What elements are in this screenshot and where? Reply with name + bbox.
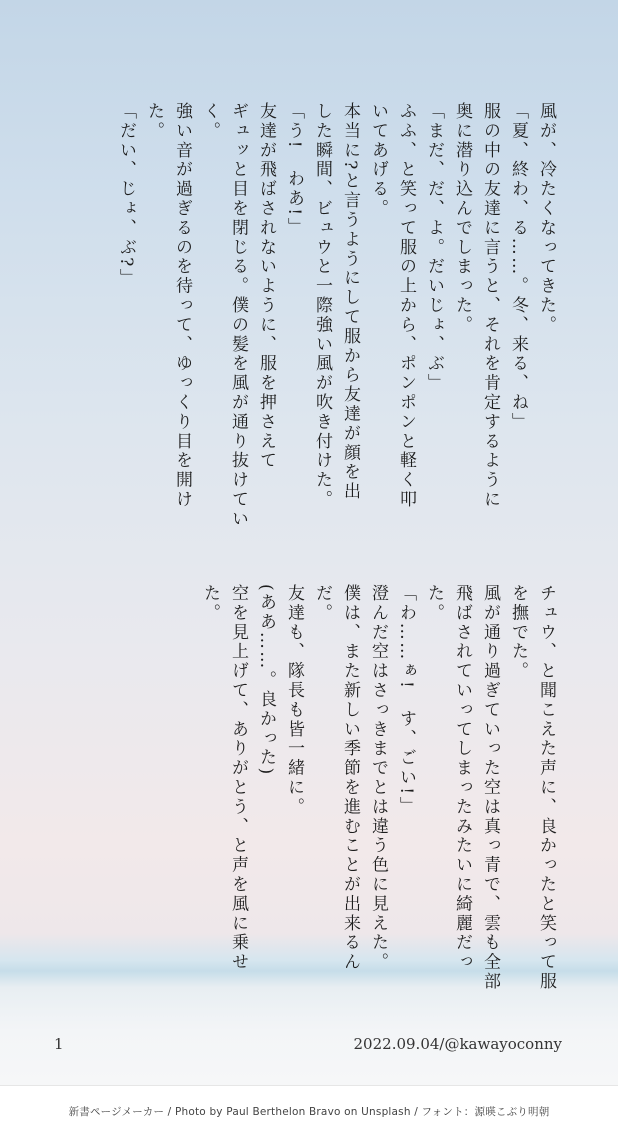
- page-number: 1: [54, 1035, 64, 1053]
- footer-credit: 新書ページメーカー / Photo by Paul Berthelon Bravo on Unsplash / フォント：源暎こぶり明朝: [68, 1106, 550, 1118]
- date-author-credit: 2022.09.04/@kawayoconny: [353, 1035, 562, 1053]
- footer-bar: [0, 1085, 618, 1133]
- vertical-text-lower-block: チュウ、と聞こえた声に、良かったと笑って服 を撫でた。 風が通り過ぎていった空は真っ青で、雲も全部 飛ばされていってしまったみたいに綺麗だった。 「わ……ぁ! す、ごい!」 澄んだ空はさっきまでとは違う色に見えた。 僕は、また新しい季節を進むことが出来るんだ。 友達も、隊長も皆一緒に。 (ああ……。良かった) 空を見上げて、ありがとう、と声を風に乗せた。: [200, 584, 556, 992]
- vertical-text-upper-block: 風が、冷たくなってきた。 「夏、終わ、る……。冬、来る、ね」 服の中の友達に言うと、それを肯定するように 奥に潜り込んでしまった。 「まだ、だ、よ。だいじょ、ぶ」 ふふ、と笑って服の上から、ポンポンと軽く叩 いてあげる。 本当に?と言うようにして服から友達が顔を出 した瞬間、ビュウと一際強い風が吹き付けた。 「う! わあ!」 友達が飛ばされないように、服を押さえて ギュッと目を閉じる。僕の髪を風が通り抜けてい く。 強い音が過ぎるのを待って、ゆっくり目を開け た。 「だい、じょ、ぶ?」: [116, 102, 556, 529]
